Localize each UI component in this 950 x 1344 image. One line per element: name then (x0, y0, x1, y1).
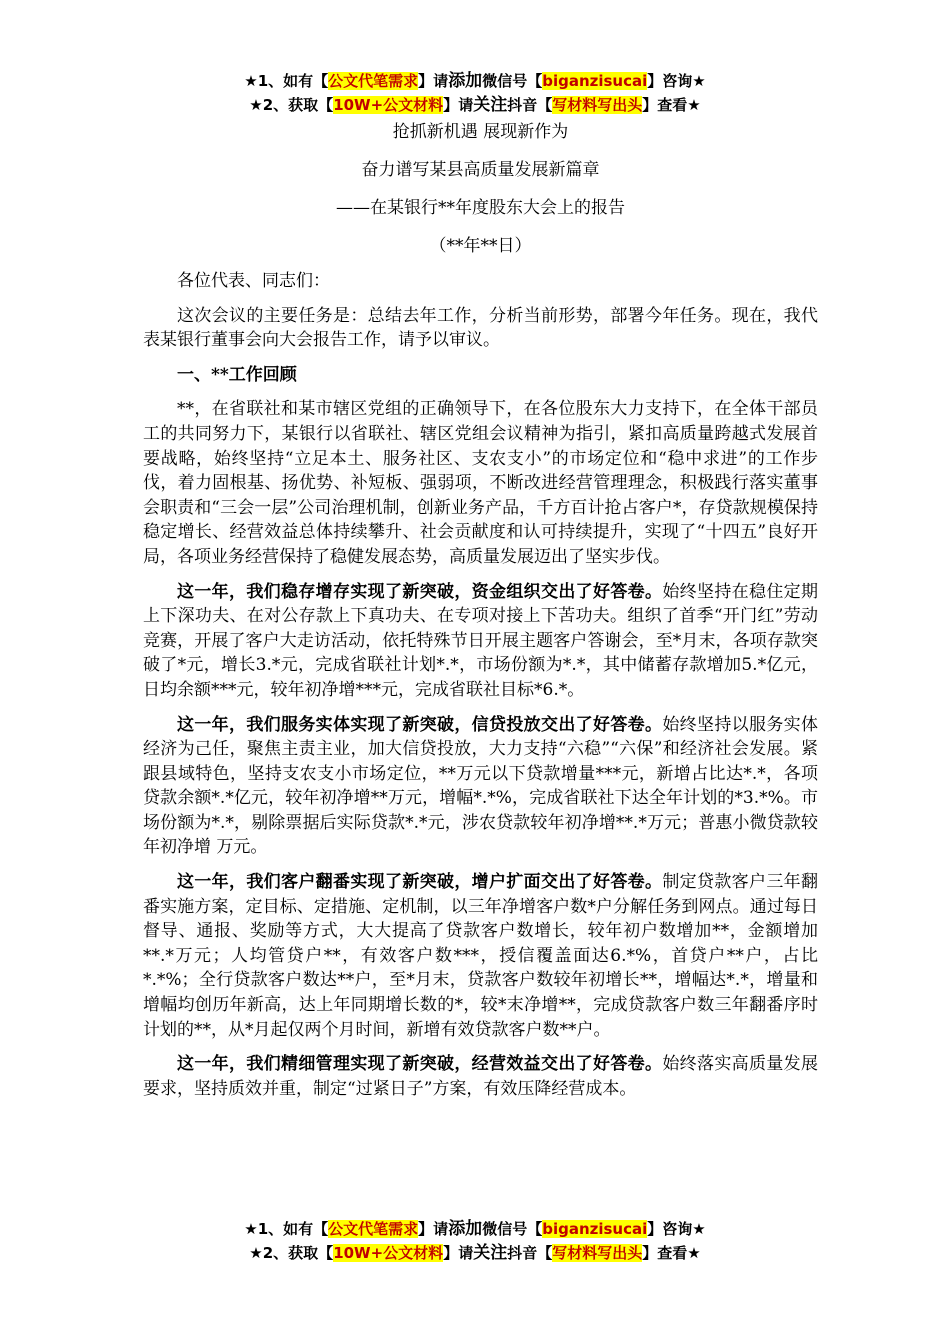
paragraph-lead: 这一年，我们服务实体实现了新突破，信贷投放交出了好答卷。 (177, 714, 663, 735)
highlight-wechat-id: biganzisucai (542, 1220, 648, 1238)
paragraph-lead: 这一年，我们稳存增存实现了新突破，资金组织交出了好答卷。 (177, 581, 663, 602)
highlight-wechat-id: biganzisucai (542, 72, 648, 90)
highlight-service: 公文代笔需求 (328, 72, 419, 90)
top-banner-line-1: ★1、如有【公文代笔需求】请添加微信号【biganzisucai】咨询★ (244, 71, 706, 91)
paragraph-lead: 这一年，我们客户翻番实现了新突破，增户扩面交出了好答卷。 (177, 872, 663, 893)
highlight-douyin: 写材料写出头 (552, 1244, 643, 1262)
title-line-2: 奋力谱写某县高质量发展新篇章 (361, 160, 600, 180)
paragraph-management: 这一年，我们精细管理实现了新突破，经营效益交出了好答卷。始终落实高质量发展要求，坚持质效并重，制定“过紧日子”方案，有效压降经营成本。 (143, 1054, 819, 1099)
date-line: （**年**日） (429, 236, 532, 256)
salutation: 各位代表、同志们： (177, 271, 330, 291)
review-paragraph: **，在省联社和某市辖区党组的正确领导下，在各位股东大力支持下，在全体干部员工的共同努力下，某银行以省联社、辖区党组会议精神为指引，紧扣高质量跨越式发展首要战略，始终坚持“立足本土、服务社区、支农支小”的市场定位和“稳中求进”的工作步伐，着力固根基、扬优势、补短板、强弱项，不断改进经营管理理念，积极践行落实董事会职责和“三会一层”公司治理机制，创新业务产品，千方百计抢占客户*，存贷款规模保持稳定增长、经营效益总体持续攀升、社会贡献度和认可持续提升，实现了“十四五”良好开局，各项业务经营保持了稳健发展态势，高质量发展迈出了坚实步伐。 (143, 399, 818, 567)
intro-paragraph: 这次会议的主要任务是：总结去年工作，分析当前形势，部署今年任务。现在，我代表某银行董事会向大会报告工作，请予以审议。 (143, 305, 818, 351)
paragraph-lead: 这一年，我们精细管理实现了新突破，经营效益交出了好答卷。 (177, 1054, 663, 1075)
top-banner-line-2: ★2、获取【10W+公文材料】请关注抖音【写材料写出头】查看★ (249, 95, 701, 115)
highlight-materials: 10W+公文材料 (333, 1244, 444, 1262)
document-body (143, 113, 818, 1101)
subtitle: ——在某银行**年度股东大会上的报告 (336, 198, 625, 218)
bottom-banner-line-1: ★1、如有【公文代笔需求】请添加微信号【biganzisucai】咨询★ (244, 1219, 706, 1239)
paragraph-deposits: 这一年，我们稳存增存实现了新突破，资金组织交出了好答卷。始终坚持在稳住定期上下深功夫、在对公存款上下真功夫、在专项对接上下苦功夫。组织了首季“开门红”劳动竞赛，开展了客户大走访活动，依托特殊节日开展主题客户答谢会，至*月末，各项存款突破了*元，增长3.*元，完成省联社计划*.*，市场份额为*.*，其中储蓄存款增加5.*亿元，日均余额***元，较年初净增***元，完成省联社目标*6.*。 (143, 581, 819, 700)
paragraph-loans: 这一年，我们服务实体实现了新突破，信贷投放交出了好答卷。始终坚持以服务实体经济为己任，聚焦主责主业，加大信贷投放，大力支持“六稳”“六保”和经济社会发展。紧跟县域特色，坚持支农支小市场定位，**万元以下贷款增量***元，新增占比达*.*，各项贷款余额*.*亿元，较年初净增**万元，增幅*.*%，完成省联社下达全年计划的*3.*%。市场份额为*.*，剔除票据后实际贷款*.*元，涉农贷款较年初净增**.*万元；普惠小微贷款较年初净增 万元。 (143, 714, 819, 858)
highlight-materials: 10W+公文材料 (333, 96, 444, 114)
highlight-douyin: 写材料写出头 (552, 96, 643, 114)
bottom-banner-line-2: ★2、获取【10W+公文材料】请关注抖音【写材料写出头】查看★ (249, 1243, 701, 1263)
paragraph-customers: 这一年，我们客户翻番实现了新突破，增户扩面交出了好答卷。制定贷款客户三年翻番实施方案，定目标、定措施、定机制，以三年净增客户数*户分解任务到网点。通过每日督导、通报、奖励等方式，大大提高了贷款客户数增长，较年初户数增加**，金额增加**.*万元；人均管贷户**，有效客户数***，授信覆盖面达6.*%，首贷户**户，占比*.*%；全行贷款客户数达**户，至*月末，贷款客户数较年初增长**，增幅达*.*，增量和增幅均创历年新高，达上年同期增长数的*，较*末净增**，完成贷款客户数三年翻番序时计划的**，从*月起仅两个月时间，新增有效贷款客户数**户。 (143, 872, 819, 1040)
highlight-service: 公文代笔需求 (328, 1220, 419, 1238)
section-heading: 一、**工作回顾 (177, 364, 297, 385)
title-line-1: 抢抓新机遇 展现新作为 (392, 122, 569, 142)
